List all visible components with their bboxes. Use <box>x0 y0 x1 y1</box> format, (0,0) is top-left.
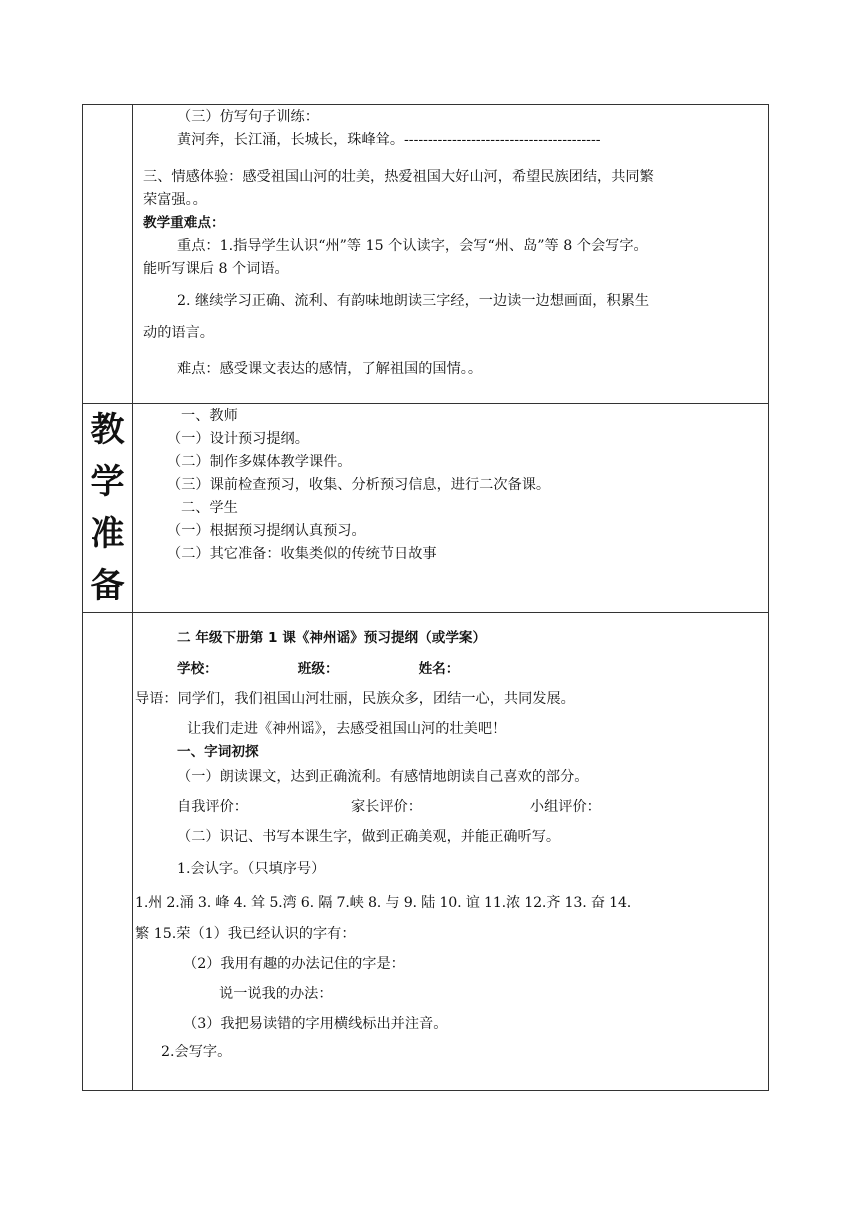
evaluation-line <box>143 796 764 819</box>
difficulty: 难点：感受课文表达的感情，了解祖国的国情。。 <box>177 361 483 377</box>
label-char: 教 <box>90 410 125 450</box>
emotion-goal-line2: 荣富强。。 <box>143 192 207 208</box>
write-chars-heading: 2.会写字。 <box>161 1044 232 1060</box>
outline-title: 二 年级下册第 1 课《神州谣》预习提纲（或学案） <box>177 630 487 646</box>
reading-task: （一）朗读课文，达到正确流利。有感情地朗读自己喜欢的部分。 <box>177 769 589 785</box>
objectives-content <box>133 105 769 404</box>
preview-label-cell <box>83 613 133 1091</box>
teacher-item-3: （三）课前检查预习，收集、分析预习信息，进行二次备课。 <box>167 477 551 493</box>
preview-outline-row <box>83 613 769 1091</box>
parent-evaluation-label: 家长评价： <box>350 799 422 815</box>
student-item-1: （一）根据预习提纲认真预习。 <box>167 523 366 539</box>
label-char: 学 <box>90 462 125 502</box>
method-question: 说一说我的办法： <box>219 986 333 1002</box>
char-list-line2: 繁 15.荣（1）我已经认识的字有： <box>135 926 356 942</box>
preparation-content <box>133 404 769 613</box>
key-point-1-line2: 能听写课后 8 个词语。 <box>143 261 289 277</box>
student-heading: 二、学生 <box>181 500 238 516</box>
key-point-2-line1: 2. 继续学习正确、流利、有韵味地朗读三字经，一边读一边想画面，积累生 <box>177 293 650 309</box>
label-char: 备 <box>90 566 125 606</box>
preview-content <box>133 613 769 1091</box>
memory-question: （2）我用有趣的办法记住的字是： <box>183 956 405 972</box>
char-list-line1: 1.州 2.涌 3. 峰 4. 耸 5.湾 6. 隔 7.峡 8. 与 9. 陆 10. 谊 11.浓 12.齐 13. 奋 14. <box>135 895 632 911</box>
emotion-goal-line1: 三、情感体验：感受祖国山河的壮美，热爱祖国大好山河，希望民族团结，共同繁 <box>143 169 654 185</box>
group-evaluation-label: 小组评价： <box>529 799 601 815</box>
label-char: 准 <box>90 514 125 554</box>
objectives-label-cell <box>83 105 133 404</box>
teacher-heading: 一、教师 <box>181 408 238 424</box>
school-label: 学校： <box>177 661 218 677</box>
objectives-row <box>83 105 769 404</box>
sentence-training-heading: （三）仿写句子训练： <box>177 109 319 125</box>
name-label: 姓名： <box>418 661 460 677</box>
pronunciation-question: （3）我把易读错的字用横线标出并注音。 <box>183 1016 448 1032</box>
class-label: 班级： <box>297 661 339 677</box>
teacher-item-2: （二）制作多媒体教学课件。 <box>167 454 352 470</box>
writing-task: （二）识记、书写本课生字，做到正确美观，并能正确听写。 <box>177 829 561 845</box>
intro-line-1: 导语：同学们，我们祖国山河壮丽，民族众多，团结一心，共同发展。 <box>135 691 575 707</box>
key-point-1-line1: 重点：1.指导学生认识“州”等 15 个认读字，会写“州、岛”等 8 个会写字。 <box>177 238 648 254</box>
student-info-line <box>143 658 764 681</box>
preparation-label <box>83 404 133 613</box>
lesson-plan-table <box>82 104 769 1091</box>
preparation-row <box>83 404 769 613</box>
section-vocab-heading: 一、字词初探 <box>177 744 259 760</box>
key-point-2-line2: 动的语言。 <box>143 325 214 341</box>
intro-line-2: 让我们走进《神州谣》，去感受祖国山河的壮美吧！ <box>187 721 507 737</box>
sentence-example: 黄河奔，长江涌，长城长，珠峰耸。----------------------------------------- <box>177 132 601 148</box>
recognize-chars-heading: 1.会认字。（只填序号） <box>177 861 326 877</box>
student-item-2: （二）其它准备：收集类似的传统节日故事 <box>167 546 437 562</box>
key-points-heading: 教学重难点： <box>143 215 225 231</box>
teacher-item-1: （一）设计预习提纲。 <box>167 431 309 447</box>
self-evaluation-label: 自我评价： <box>177 799 248 815</box>
